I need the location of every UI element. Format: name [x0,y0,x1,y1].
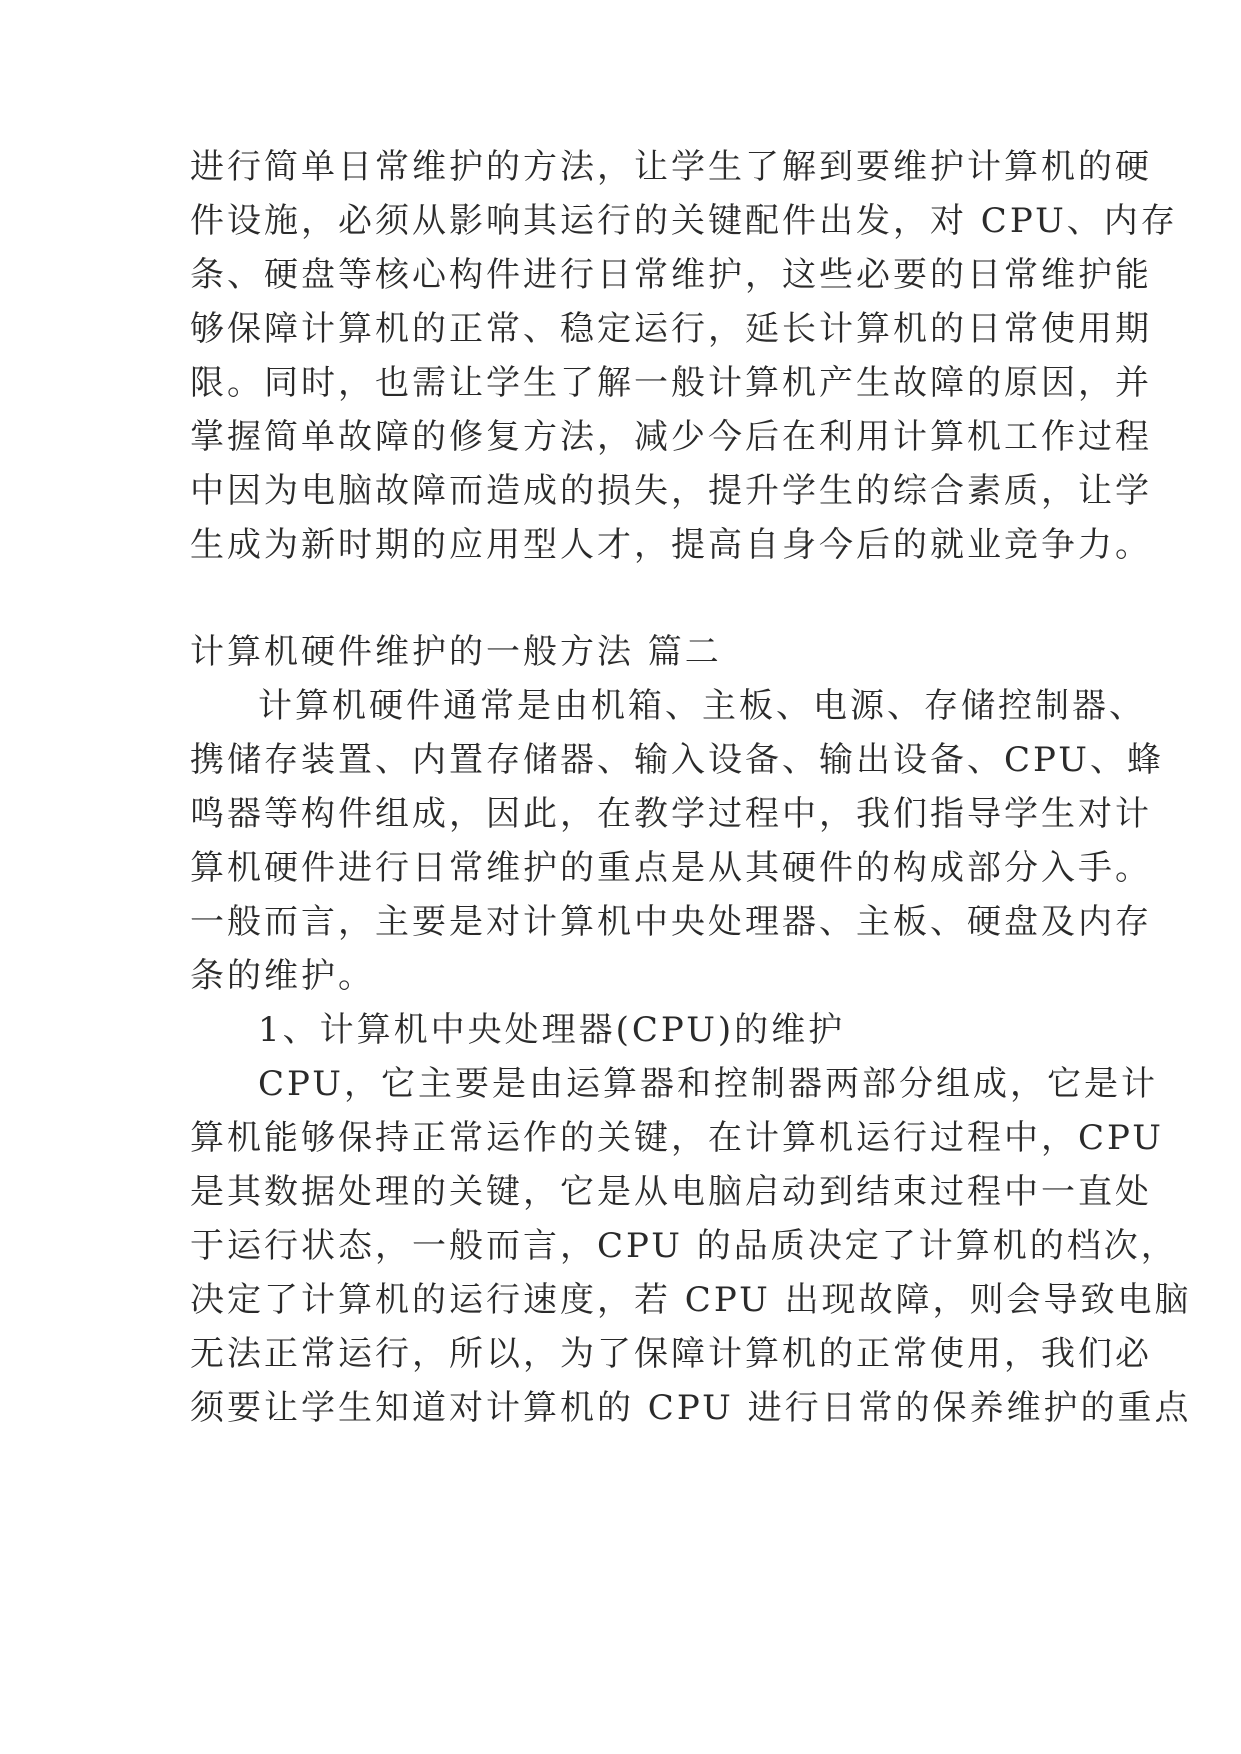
text-line: 无法正常运行，所以，为了保障计算机的正常使用，我们必 [190,1334,1152,1374]
text-line: 一般而言，主要是对计算机中央处理器、主板、硬盘及内存 [190,902,1152,942]
text-line: 中因为电脑故障而造成的损失，提升学生的综合素质，让学 [190,471,1152,511]
text-line: 进行简单日常维护的方法，让学生了解到要维护计算机的硬 [190,147,1152,187]
text-line: 计算机硬件通常是由机箱、主板、电源、存储控制器、 [258,686,1146,726]
text-line: 条、硬盘等核心构件进行日常维护，这些必要的日常维护能 [190,255,1152,295]
text-line: 件设施，必须从影响其运行的关键配件出发，对 CPU、内存 [190,201,1178,241]
subheading: 1、计算机中央处理器(CPU)的维护 [258,1010,846,1050]
text-line: 条的维护。 [190,956,375,996]
text-line: CPU，它主要是由运算器和控制器两部分组成，它是计 [258,1064,1158,1104]
text-line: 是其数据处理的关键，它是从电脑启动到结束过程中一直处 [190,1172,1152,1212]
text-line: 够保障计算机的正常、稳定运行，延长计算机的日常使用期 [190,309,1152,349]
text-line: 限。同时，也需让学生了解一般计算机产生故障的原因，并 [190,363,1152,403]
text-line: 须要让学生知道对计算机的 CPU 进行日常的保养维护的重点 [190,1388,1192,1428]
text-line: 算机硬件进行日常维护的重点是从其硬件的构成部分入手。 [190,848,1152,888]
section-title: 计算机硬件维护的一般方法 篇二 [190,632,722,672]
text-line: 携储存装置、内置存储器、输入设备、输出设备、CPU、蜂 [190,740,1164,780]
text-line: 于运行状态，一般而言，CPU 的品质决定了计算机的档次， [190,1226,1178,1266]
text-line: 生成为新时期的应用型人才，提高自身今后的就业竞争力。 [190,525,1152,565]
text-line: 决定了计算机的运行速度，若 CPU 出现故障，则会导致电脑 [190,1280,1192,1320]
text-line: 算机能够保持正常运作的关键，在计算机运行过程中，CPU [190,1118,1164,1158]
text-line: 鸣器等构件组成，因此，在教学过程中，我们指导学生对计 [190,794,1152,834]
text-line: 掌握简单故障的修复方法，减少今后在利用计算机工作过程 [190,417,1152,457]
